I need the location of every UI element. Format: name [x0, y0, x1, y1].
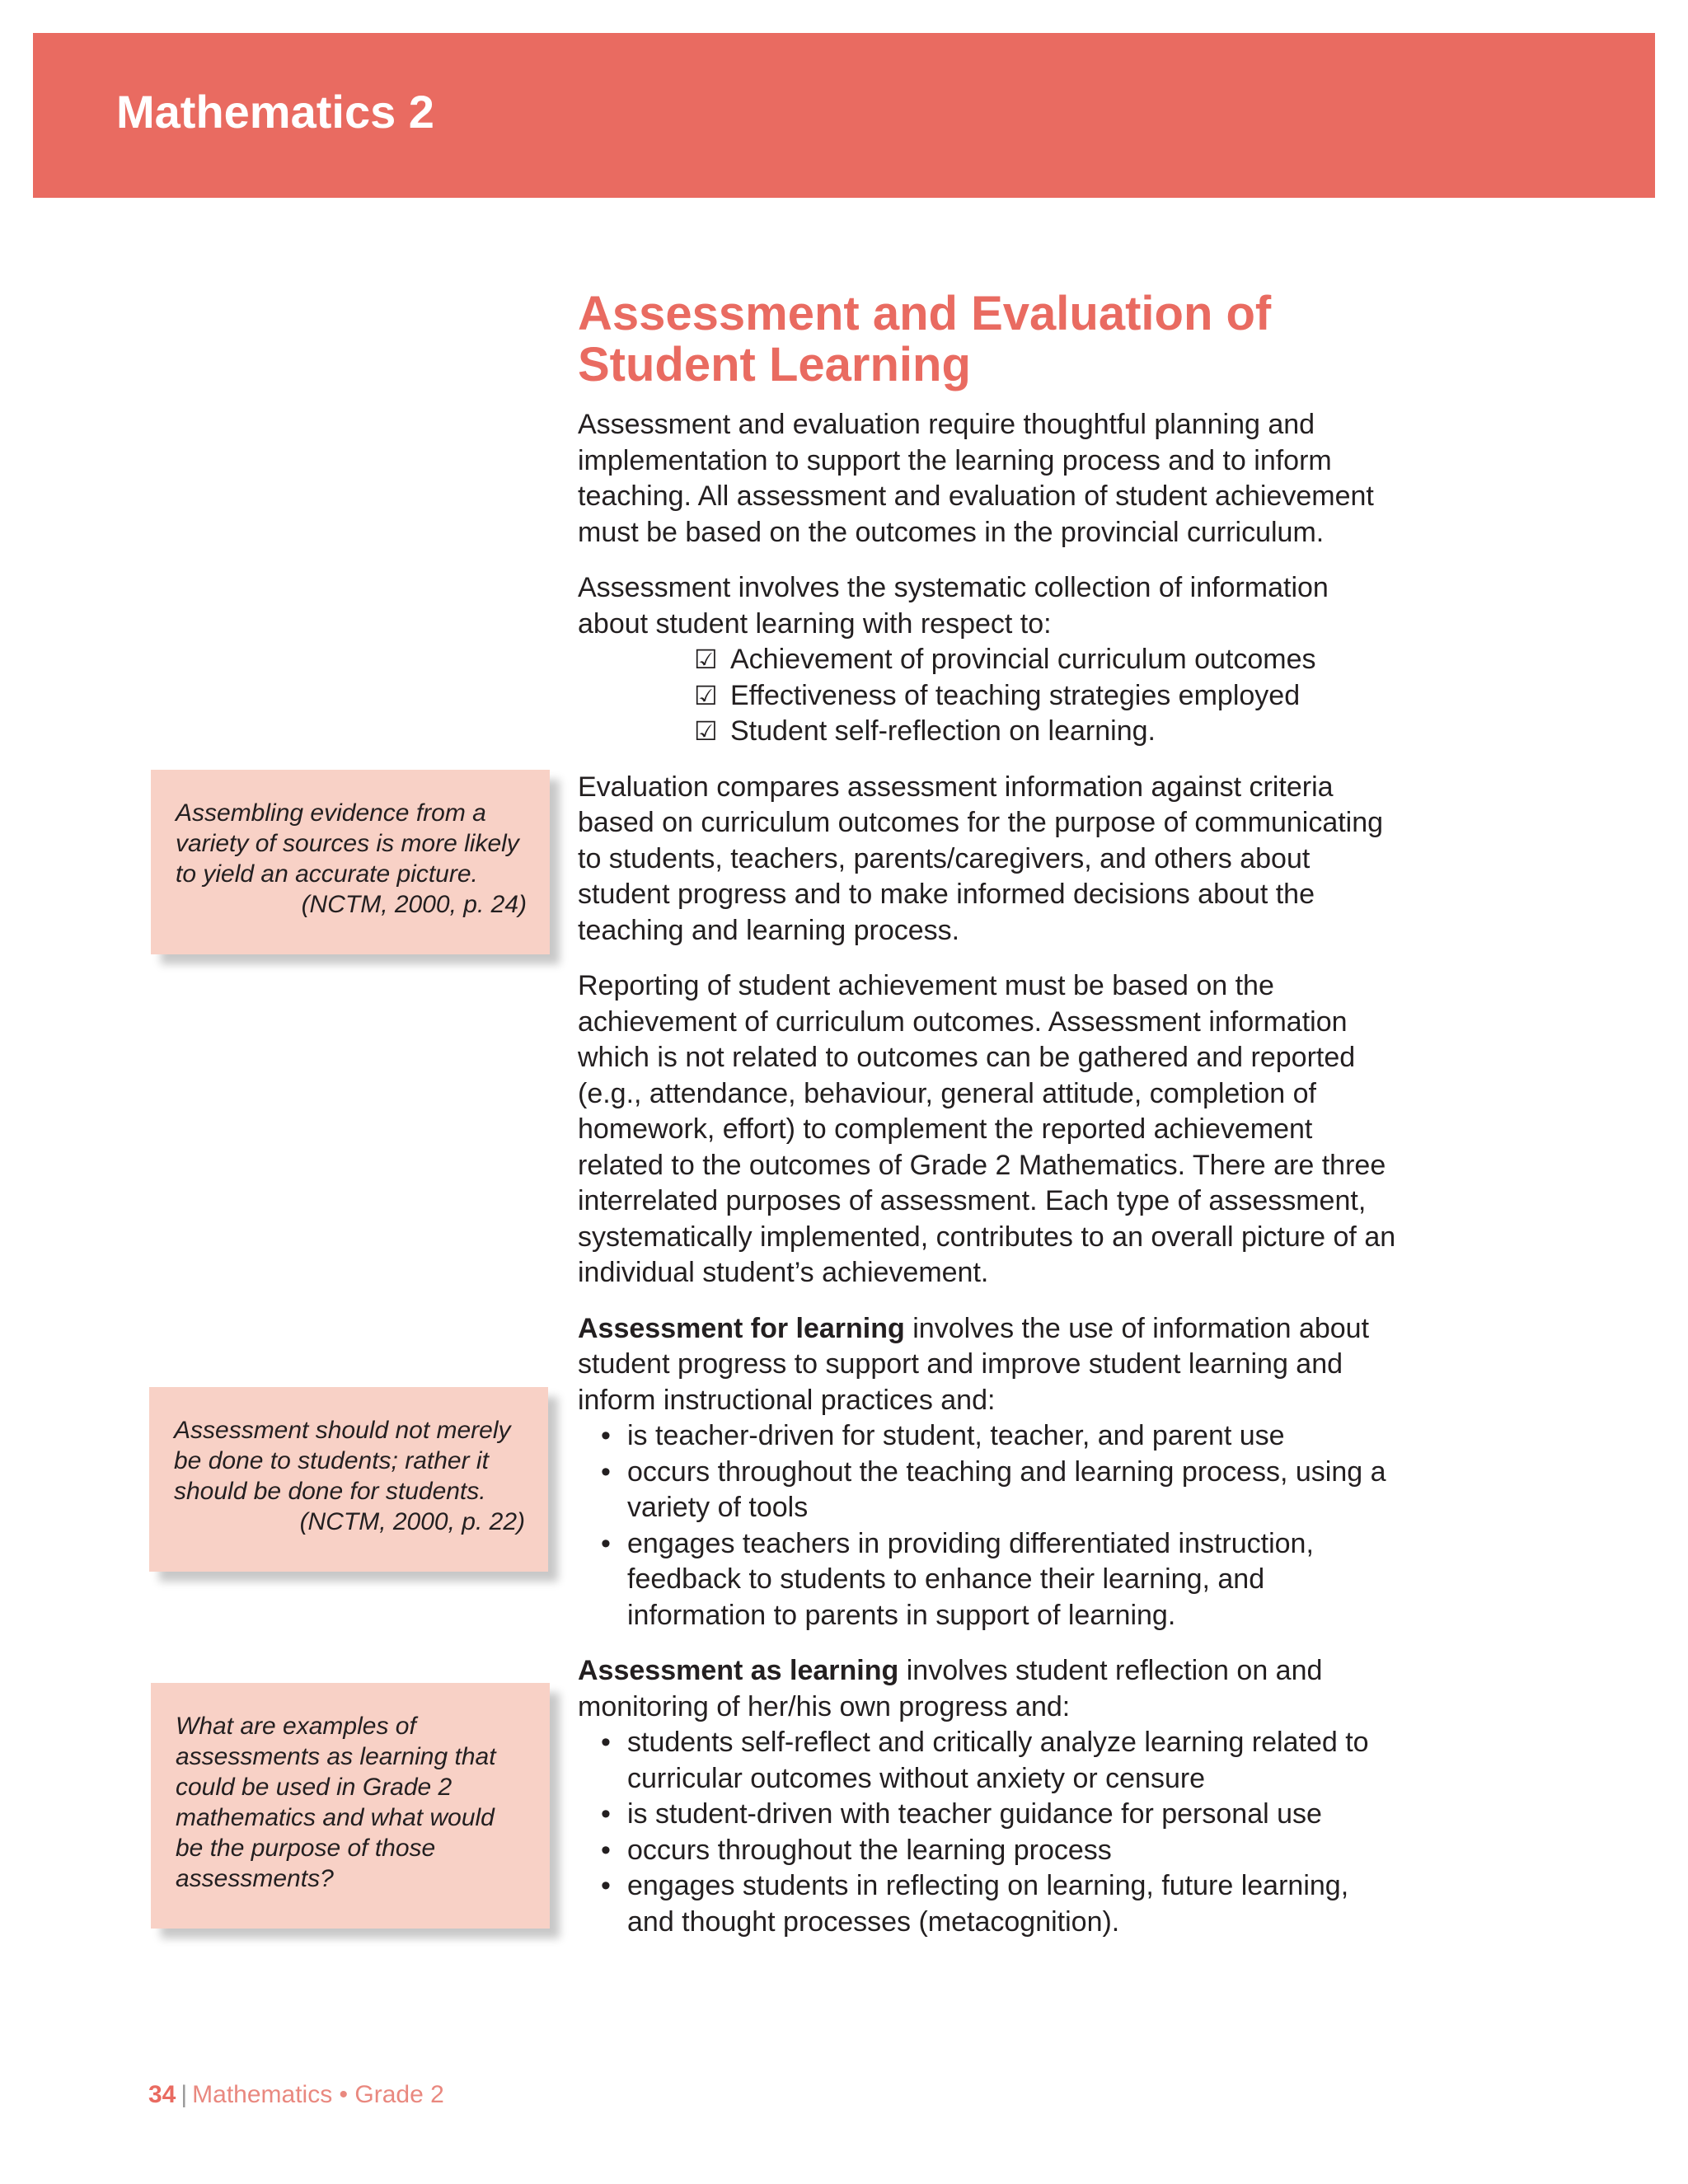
sidebar-note-question — [151, 1683, 550, 1929]
footer-label: Mathematics • Grade 2 — [192, 2081, 444, 2108]
section-title — [578, 288, 1402, 391]
assessment-as-learning-paragraph — [578, 1653, 1402, 1725]
list-item: • is teacher-driven for student, teacher, and parent use — [578, 1418, 1402, 1455]
list-item: • is student-driven with teacher guidance for personal use — [578, 1797, 1402, 1833]
checkbox-checked-icon: ☑ — [694, 715, 718, 748]
checklist — [694, 642, 1402, 750]
checkbox-checked-icon: ☑ — [694, 679, 718, 711]
assessment-for-learning-paragraph — [578, 1311, 1402, 1419]
list-item: • engages teachers in providing differentiated instruction, feedback to students to enhance their learning, and information to parents in support of learning. — [578, 1526, 1402, 1634]
assessment-as-learning-text: involves student reflection on and monitoring of her/his own progress and: — [578, 1655, 1323, 1722]
checklist-item — [694, 642, 1402, 678]
assessment-for-learning-term: Assessment for learning — [578, 1312, 905, 1344]
sidebar-note-text: Assembling evidence from a variety of sources is more likely to yield an accurate picture. — [176, 799, 519, 888]
section-title-line-1: Assessment and Evaluation of — [578, 287, 1272, 340]
checklist-item — [694, 714, 1402, 750]
assessment-for-learning-list — [578, 1418, 1402, 1633]
main-content — [578, 288, 1402, 1960]
list-item: • engages students in reflecting on learning, future learning, and thought processes (metacognition). — [578, 1868, 1402, 1940]
page-footer — [148, 2079, 444, 2111]
sidebar-note-citation: (NCTM, 2000, p. 22) — [299, 1508, 525, 1535]
assessment-as-learning-list — [578, 1725, 1402, 1940]
checkbox-checked-icon: ☑ — [694, 644, 718, 676]
section-title-line-2: Student Learning — [578, 338, 971, 392]
assessment-as-learning-term: Assessment as learning — [578, 1655, 899, 1687]
sidebar-note-text: Assessment should not merely be done to students; rather it should be done for students. — [174, 1417, 511, 1505]
sidebar-note-evidence — [151, 770, 550, 954]
checklist-item — [694, 678, 1402, 715]
page-number: 34 — [148, 2081, 176, 2108]
list-item: • occurs throughout the teaching and learning process, using a variety of tools — [578, 1455, 1402, 1526]
footer-separator: | — [181, 2081, 188, 2108]
list-item: • students self-reflect and critically analyze learning related to curricular outcomes without anxiety or censure — [578, 1725, 1402, 1797]
sidebar-note-done-for-students — [149, 1387, 548, 1572]
sidebar-note-text: What are examples of assessments as learning that could be used in Grade 2 mathematics and what would be the purpose of those assessments? — [176, 1713, 496, 1892]
checklist-item-label: Achievement of provincial curriculum outcomes — [730, 644, 1316, 676]
assessment-involves-paragraph: Assessment involves the systematic collection of information about student learning with respect to: — [578, 572, 1329, 640]
list-item: • occurs throughout the learning process — [578, 1833, 1402, 1869]
sidebar-note-citation: (NCTM, 2000, p. 24) — [301, 891, 527, 918]
checklist-item-label: Student self-reflection on learning. — [730, 715, 1156, 748]
evaluation-paragraph: Evaluation compares assessment information against criteria based on curriculum outcomes for the purpose of communicating to students, teachers, parents/caregivers, and others about student progress and to make informed decisions about the teaching and learning process. — [578, 771, 1384, 946]
header-title: Mathematics 2 — [116, 86, 434, 138]
assessment-for-learning-text: involves the use of information about student progress to support and improve student learning and inform instructional practices and: — [578, 1312, 1370, 1416]
intro-paragraph: Assessment and evaluation require thoughtful planning and implementation to support the learning process and to inform teaching. All assessment and evaluation of student achievement must be based on the outcomes in the provincial curriculum. — [578, 409, 1374, 548]
reporting-paragraph: Reporting of student achievement must be based on the achievement of curriculum outcomes. Assessment information which is not related to outcomes can be gathered and reported (e.g., attendance, behaviour, general attitude, completion of homework, effort) to complement the reported achievement related to the outcomes of Grade 2 Mathematics. There are three interrelated purposes of assessment. Each type of assessment, systematically implemented, contributes to an overall picture of an individual student’s achievement. — [578, 970, 1396, 1289]
checklist-item-label: Effectiveness of teaching strategies employed — [730, 679, 1301, 711]
